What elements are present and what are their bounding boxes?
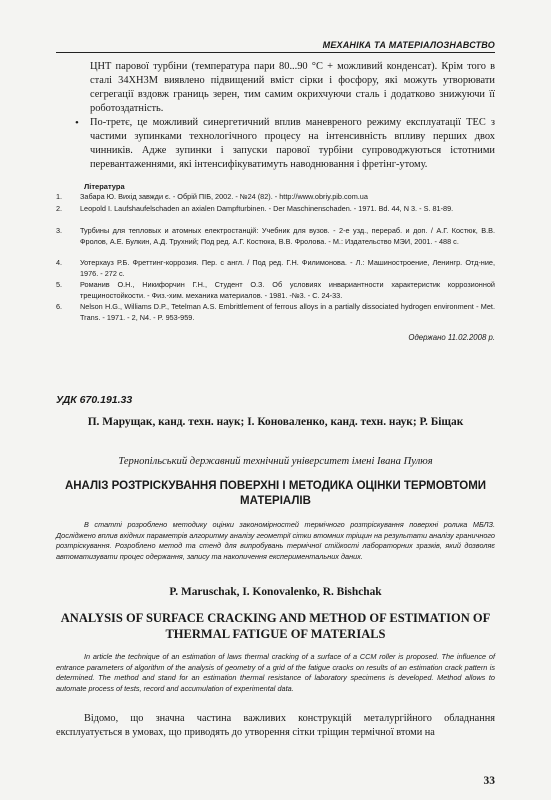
- literature-heading: Література: [84, 182, 125, 191]
- authors-ukrainian: П. Марущак, канд. техн. наук; І. Коноваленко, канд. техн. наук; Р. Біщак: [87, 416, 464, 428]
- affiliation: Тернопільський державний технічний університет імені Івана Пулюя: [118, 456, 433, 467]
- title-english: ANALYSIS OF SURFACE CRACKING AND METHOD OF ESTIMATION OF THERMAL FATIGUE OF MATERIALS: [60, 611, 491, 641]
- authors-english: P. Maruschak, I. Konovalenko, R. Bishchak: [169, 586, 382, 598]
- reference-number: 3.: [56, 226, 63, 235]
- reference-text: Турбины для тепловых и атомных електростанцій: Учебник для вузов. - 2-е узд., перераб. и доп. / А.Г. Костюк, В.В. Фролов, А.Е. Булкин, А.Д. Трухний; Под ред. А.Г. Костюка, В.В. Фролова. - М.: Издательство МЭИ, 2001. - 488 с.: [80, 226, 495, 246]
- reference-number: 4.: [56, 258, 63, 267]
- running-head: МЕХАНІКА ТА МАТЕРІАЛОЗНАВСТВО: [322, 40, 495, 50]
- abstract-ukrainian: В статті розроблено методику оцінки закономірностей термічного розтріскування поверхні ролика МБЛЗ. Досліджено вплив вхідних параметрів алгоритму аналізу геометрії сітки втомних тріщин на результати аналізу граничного розтріскування. Розроблено метод та стенд для випробувань термічної стійкості лабораторних зразків, який дозволяє автоматизувати процес одержання, запису та накопичення експериментальних даних.: [56, 520, 495, 561]
- reference-number: 2.: [56, 204, 63, 213]
- reference-text: Nelson H.G., Williams D.P., Tetelman A.S. Embrittlement of ferrous alloys in a partially dissociated hydrogen environment - Met. Trans. - 1971. - 2, N4. - P. 953-959.: [80, 302, 495, 322]
- reference-number: 1.: [56, 192, 63, 201]
- reference-number: 6.: [56, 302, 63, 311]
- page-number: 33: [483, 775, 495, 787]
- reference-number: 5.: [56, 280, 63, 289]
- abstract-english: In article the technique of an estimation of laws thermal cracking of a surface of a CCM roller is proposed. The influence of entrance parameters of algorithm of the analysis of geometry of a grid of the fatigue cracks on results of an estimation crack pattern is determined. The method and stand for an estimation thermal resistance of laboratory specimens is developed. Method allows to automate process of tests, record and accumulation of experimental data.: [56, 652, 495, 693]
- title-ukrainian: АНАЛІЗ РОЗТРІСКУВАННЯ ПОВЕРХНІ І МЕТОДИКА ОЦІНКИ ТЕРМОВТОМИ МАТЕРІАЛІВ: [64, 480, 487, 507]
- continued-paragraph: ЦНТ парової турбіни (температура пари 80...90 °С + можливий конденсат). Крім того в сталі 34ХН3М виявлено підвищений вміст сірки і фосфору, які можуть утворювати сегрегації вздовж границь зерен, тим самим окрихчуючи сталь і додатково знижуючи її роботоздатність.: [90, 61, 495, 114]
- received-date: Одержано 11.02.2008 р.: [408, 333, 495, 342]
- intro-paragraph: Відомо, що значна частина важливих конструкцій металургійного обладнання експлуатується в умовах, що приводять до утворення сітки тріщин термічної втоми на: [56, 713, 495, 738]
- header-rule: [56, 52, 495, 53]
- reference-text: Романив О.Н., Никифорчин Г.Н., Студент О.З. Об условиях инвариантности характеристик коррозионной трещиностойкости. - Физ.-хим. механика материалов. - 1981. -№3. - С. 24-33.: [80, 280, 495, 300]
- reference-text: Уотерхауз Р.Б. Фреттинг-коррозия. Пер. с англ. / Под ред. Г.Н. Филимонова. - Л.: Машиностроение, Ленингр. Отд-ние, 1976. - 272 с.: [80, 258, 495, 278]
- reference-text: Забара Ю. Вихід завжди є. - Обрій ПІБ, 2002. - №24 (82). - http://www.obriy.pib.com.ua: [80, 192, 368, 201]
- reference-text: Leopold I. Laufshaufelschaden an axialen Dampfturbinen. - Der Maschinenschaden. - 1971. Bd. 44, N 3. - S. 81-89.: [80, 204, 454, 213]
- bullet-paragraph: По-третє, це можливий синергетичний вплив маневреного режиму експлуатації ТЕС з частими зупинками технологічного процесу на інтенсивність впливу перших двох чинників. Адже зупинки і запуски парової турбіни супроводжуються істотними перевантаженнями, які інтенсифікуватимуть наводнювання і фретінг-утому.: [90, 117, 495, 170]
- bullet-icon: •: [75, 117, 79, 129]
- udc-code: УДК 670.191.33: [56, 394, 133, 406]
